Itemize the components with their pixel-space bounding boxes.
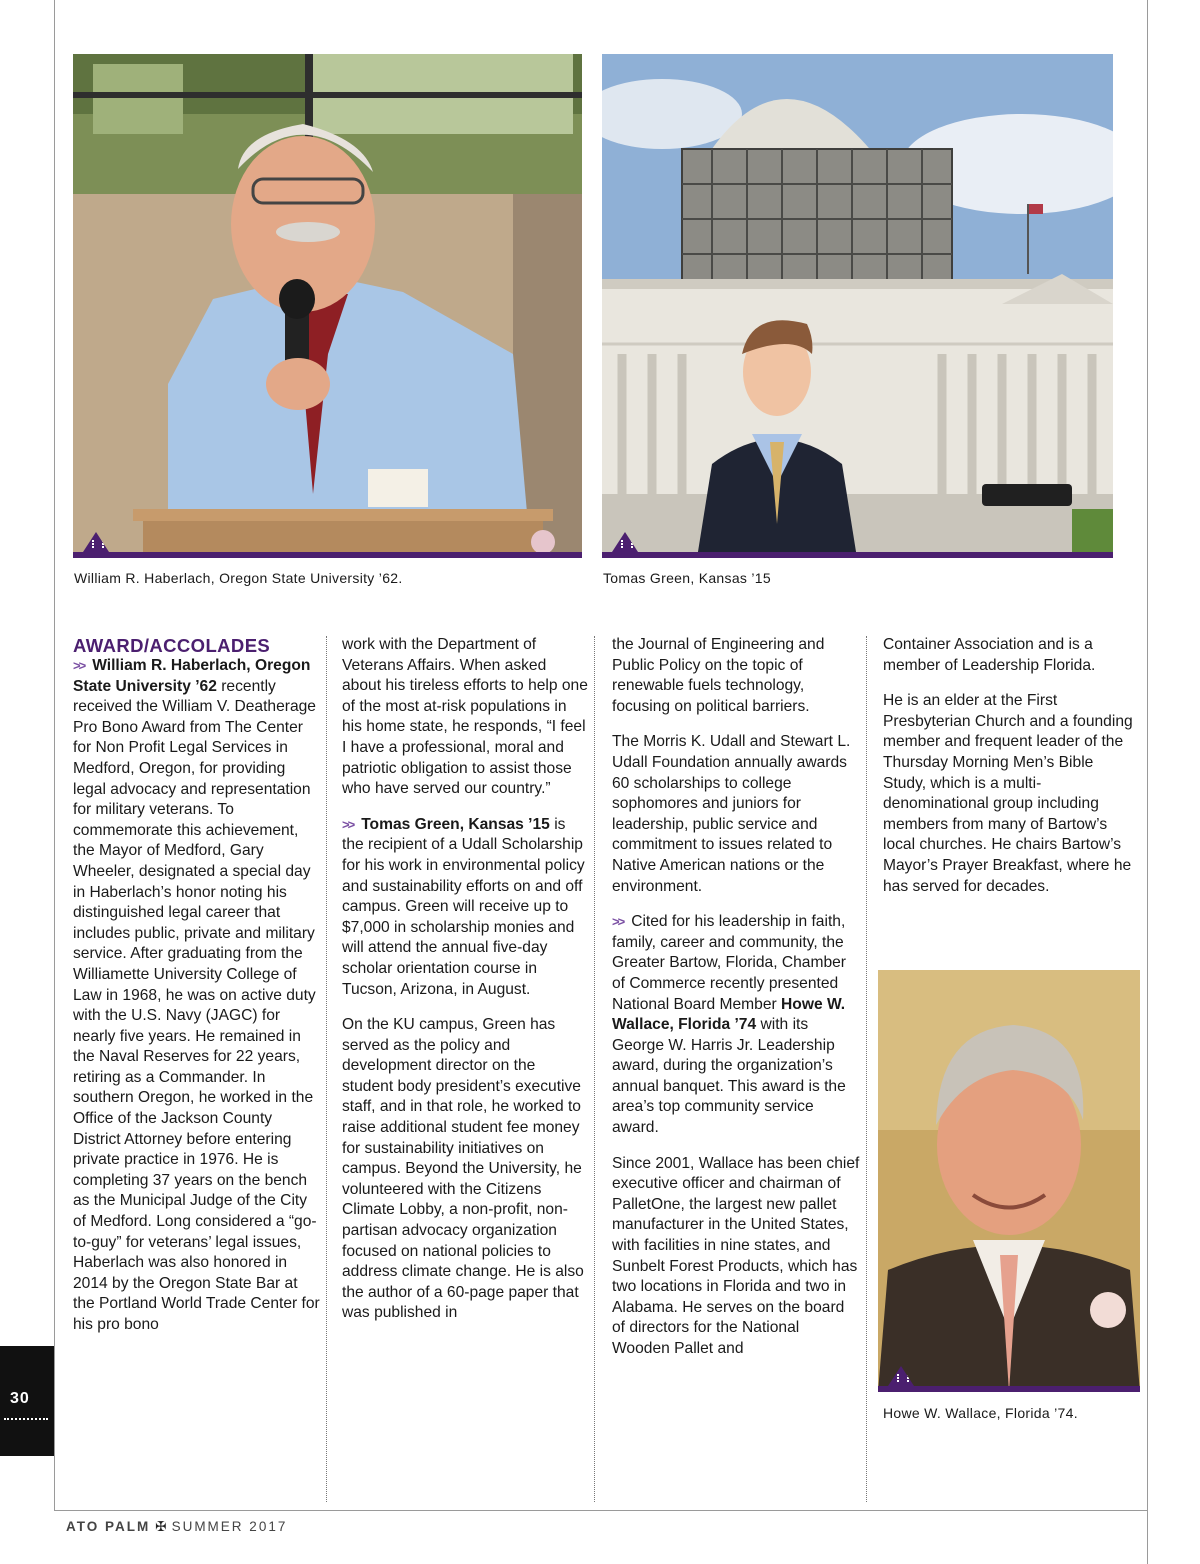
chevron-bullet-icon: >> [73,658,85,673]
green-paragraph-3: The Morris K. Udall and Stewart L. Udall Foundation annually awards 60 scholarships to college sophomores and juniors for leadership, public service and commitment to issues related to Native American nations or the environment. [612,733,851,895]
wallace-paragraph [612,912,860,1139]
wallace-photo [878,970,1140,1392]
green-photo-caption: Tomas Green, Kansas ’15 [603,570,771,586]
green-paragraph [342,815,588,1000]
ato-cross-icon: ✠ [155,1519,167,1534]
green-name: Tomas Green, Kansas ’15 [361,815,550,833]
wallace-text: with its George W. Harris Jr. Leadership award, during the organization’s annual banquet. This award is the area’s top community service award. [612,1016,846,1137]
green-text: is the recipient of a Udall Scholarship for his work in environmental policy and sustainability efforts on and off campus. Green will receive up to $7,000 in scholarship monies and will attend the annual five-day scholar orientation course in Tucson, Arizona, in August. [342,815,585,998]
haberlach-text-continued: work with the Department of Veterans Affairs. When asked about his tireless efforts to help one of the most at-risk populations in his home state, he responds, “I feel I have a professional, moral and patriotic obligation to assist those who have served our country.” [342,636,588,798]
footer [66,1519,287,1535]
footer-rule [54,1510,1147,1511]
article-column-2 [342,635,588,1339]
haberlach-paragraph [73,656,321,1336]
haberlach-photo-caption: William R. Haberlach, Oregon State University ’62. [74,570,403,586]
article-column-3 [612,635,860,1375]
wallace-photo-caption: Howe W. Wallace, Florida ’74. [883,1405,1078,1421]
page-left-rule [54,0,55,1510]
section-heading: AWARD/ACCOLADES [73,635,271,656]
page-right-rule [1147,0,1148,1564]
green-photo-bar [602,552,1113,558]
green-photo [602,54,1113,558]
wallace-photo-bar [878,1386,1140,1392]
page-number: 30 [10,1390,30,1407]
green-paragraph-2: On the KU campus, Green has served as the policy and development director on the student body president’s executive staff, and in that role, he worked to raise additional student fee money for sustainability initiatives on campus. Beyond the University, he volunteered with the Citizens Climate Lobby, a non-profit, non-partisan advocacy organization focused on national policies to address climate change. He is also the author of a 60-page paper that was published in [342,1016,584,1322]
chevron-bullet-icon: >> [612,914,624,930]
wallace-paragraph-2-continued: Container Association and is a member of Leadership Florida. [883,636,1096,674]
haberlach-photo [73,54,582,558]
wallace-paragraph-2: Since 2001, Wallace has been chief executive officer and chairman of PalletOne, the largest new pallet manufacturer in the United States, with facilities in nine states, and Sunbelt Forest Products, which has two locations in Florida and two in Alabama. He serves on the board of directors for the National Wooden Pallet and [612,1154,860,1357]
green-paragraph-2-continued: the Journal of Engineering and Public Policy on the topic of renewable fuels technology, focusing on political barriers. [612,636,825,715]
column-divider-3 [866,636,867,1502]
page-number-dots [4,1418,48,1420]
wallace-intro: Cited for his leadership in faith, family, career and community, the Greater Bartow, Florida, Chamber of Commerce recently presented National Board Member [612,913,846,1013]
green-photo-illustration [602,54,1113,558]
footer-issue: SUMMER 2017 [171,1519,288,1534]
haberlach-text: recently received the William V. Deatherage Pro Bono Award from The Center for Non Profit Legal Services in Medford, Oregon, for providing legal advocacy and representation for military veterans. To commemorate this achievement, the Mayor of Medford, Gary Wheeler, designated a special day in Haberlach’s honor noting his distinguished legal career that includes public, private and military service. After graduating from the Williamette University College of Law in 1968, he was on active duty with the U.S. Navy (JAGC) for nearly five years. He remained in the Naval Reserves for 22 years, retiring as a Commander. In southern Oregon, he worked in the Office of the Jackson County District Attorney before entering private practice in 1976. He is completing 37 years on the bench as the Municipal Judge of the City of Medford. Long considered a “go-to-guy” for veterans’ legal issues, Haberlach was also honored in 2014 by the Oregon State Bar at the Portland World Trade Center for his pro bono [73,677,320,1333]
chevron-bullet-icon: >> [342,816,354,832]
column-divider-2 [594,636,595,1502]
wallace-photo-illustration [878,970,1140,1392]
article-column-4 [883,635,1133,912]
haberlach-photo-bar [73,552,582,558]
wallace-name: Howe W. Wallace, Florida ’74 [612,995,846,1034]
haberlach-name: William R. Haberlach, Oregon State University ’62 [73,657,311,695]
footer-magazine: ATO PALM [66,1519,151,1534]
article-column-1 [73,635,321,1336]
column-divider-1 [326,636,327,1502]
haberlach-photo-illustration [73,54,582,558]
wallace-paragraph-3: He is an elder at the First Presbyterian Church and a founding member and frequent leader of the Thursday Morning Men’s Bible Study, which is a multi-denominational group including members from many of Bartow’s local churches. He chairs Bartow’s Mayor’s Prayer Breakfast, where he has served for decades. [883,692,1133,895]
